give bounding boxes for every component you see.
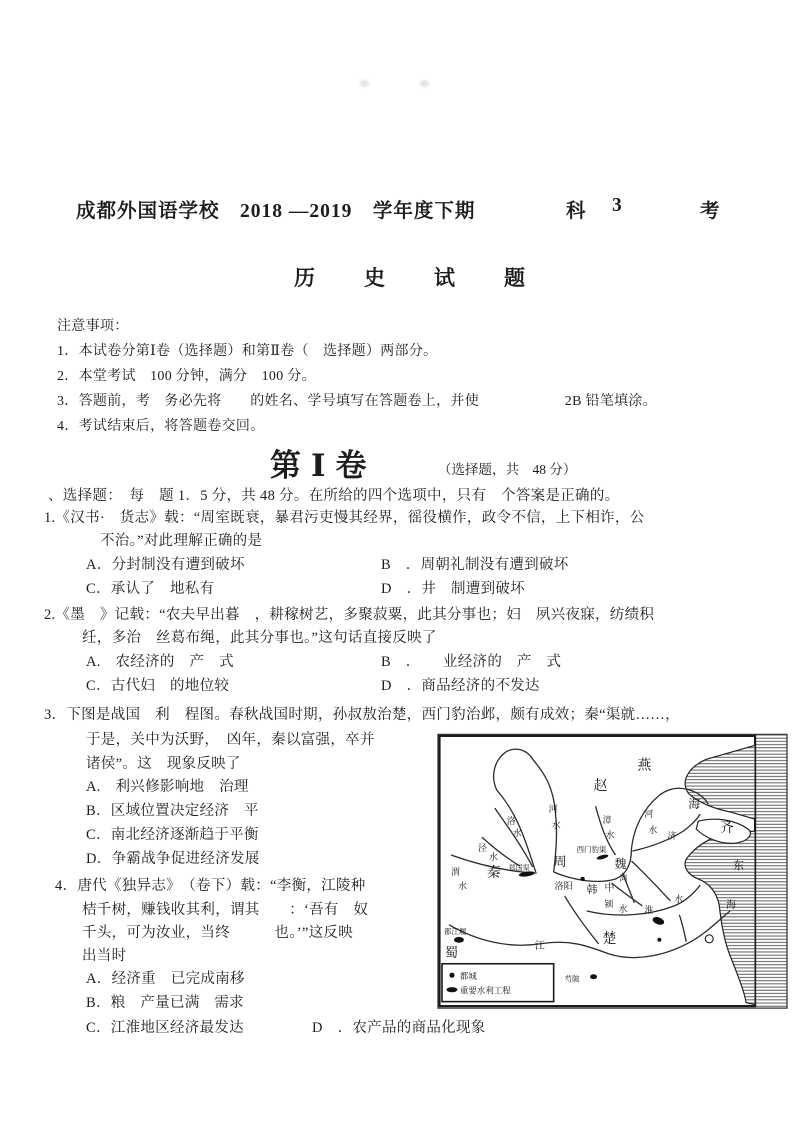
exam-number: 3 [612,195,623,216]
q4-option-d: D ．农产品的商品化现象 [312,1020,486,1036]
section1-subtitle: （选择题，共 48 分） [438,462,577,477]
label-he-lower-1: 河 [644,809,654,820]
subject-char: 科 [566,201,587,222]
q2-option-b: B ． 业经济的 产 式 [381,654,562,670]
label-jiang: 江 [534,940,545,952]
q4-line-4: 出当时 [82,948,127,964]
q4-line-1: 4．唐代《独异志》 （卷下）载：“李衡，江陵种 [55,878,366,894]
label-yan: 燕 [637,758,652,774]
scan-artifact [420,80,429,87]
label-ximenbaoqu: 西门豹渠 [576,845,607,855]
notice-item-2: 2．本堂考试 100 分钟，满分 100 分。 [57,369,316,384]
canal-hangou [679,915,686,942]
label-sea-right: 海 [726,899,737,911]
label-luo-1: 洛 [506,816,516,827]
q2-option-c: C．古代妇 的地位较 [86,678,230,694]
water-project-marks [454,854,665,980]
warring-states-map [437,733,788,1010]
section1-title: 第Ⅰ卷 [270,448,377,483]
label-jing-1: 泾 [477,843,487,854]
label-wei-2: 水 [457,880,467,891]
river-ying [612,883,643,906]
label-he-lower-2: 水 [648,825,658,836]
notice-item-4: 4．考试结束后，将答题卷交回。 [57,419,265,434]
label-zhou: 周 [553,854,567,870]
river-han [565,896,599,944]
q4-line-3: 千头，可为汝业，当终 也。’”这反映 [82,925,354,941]
label-shaopi: 芍陂 [564,974,580,984]
lake-ring [705,935,713,943]
label-wei: 魏 [614,857,627,872]
label-wei-1: 渭 [450,866,460,877]
label-ying-1: 颍 [604,898,614,909]
legend-project-label: 重要水利工程 [459,985,511,996]
label-zhong: 中 [604,882,615,894]
label-he-upper-2: 水 [551,820,561,831]
label-luo-2: 水 [512,828,522,839]
label-han: 韩 [586,883,598,896]
legend-capital-icon [449,973,454,978]
q1-line-1: 1.《汉书· 货志》载：“周室既衰，暴君污吏慢其经界，徭役横作，政令不信，上下相诈，公 [44,510,645,526]
label-huai-2: 水 [674,893,684,904]
label-honggou: 鸿 [619,873,628,883]
exam-char: 考 [700,201,721,222]
notice-item-1: 1．本试卷分第Ⅰ卷（选择题）和第Ⅱ卷（ 选择题）两部分。 [57,344,438,359]
q2-option-a: A. 农经济的 产 式 [86,654,234,670]
label-ji: 济 [667,831,677,842]
q3-line-3: 诸侯”。这 现象反映了 [86,756,241,772]
q1-option-a: A．分封制没有遭到破坏 [86,557,245,573]
scan-artifact [360,80,369,87]
q2-option-d: D ．商品经济的不发达 [381,678,540,694]
legend-capital-label: 都城 [459,971,477,982]
shaopi-mark [590,974,597,979]
q4-option-c: C．江淮地区经济最发达 [86,1020,244,1036]
river-ji [632,814,700,851]
label-qi: 齐 [720,821,735,837]
q3-line-2: 于是，关中为沃野， 凶年，秦以富强，卒并 [86,732,375,748]
q4-option-a: A．经济重 已完成南移 [86,971,245,987]
q3-option-c: C．南北经济逐渐趋于平衡 [86,827,259,843]
q3-line-1: 3．下图是战国 利 程图。春秋战国时期，孙叔敖治楚，西门豹治邺，颇有成效；秦“渠就……， [44,707,680,723]
q4-option-b: B．粮 产量已满 需求 [86,995,244,1011]
label-zhang-1: 漳 [602,815,612,826]
capital-dot [657,938,661,942]
river-si [631,861,670,901]
q2-line-1: 2.《墨 》记载：“农夫早出暮 ，耕稼树艺，多聚菽粟，此其分事也；妇 夙兴夜寐，纺绩积 [44,607,655,623]
q3-option-d: D．争霸战争促进经济发展 [86,851,260,867]
label-qin: 秦 [486,865,501,881]
legend-project-icon [446,987,457,992]
label-chu: 楚 [602,931,617,947]
q4-line-2: 桔千树，赚钱收其利，谓其 ：‘吾有 奴 [82,902,369,918]
sea-yellow [685,831,755,1005]
label-huai-1: 淮 [644,904,654,915]
q3-option-a: A. 利兴修影响地 治理 [86,779,249,795]
legend-box [442,964,554,1002]
q1-option-b: B ．周朝礼制没有遭到破坏 [381,557,569,573]
school-term-text: 成都外国语学校 2018 —2019 学年度下期 [76,201,476,222]
label-he-upper-1: 河 [548,804,558,815]
label-jing-2: 水 [488,852,498,863]
notice-item-3: 3．答题前，考 务必先将 的姓名、学号填写在答题卷上，并使 2B 铅笔填涂。 [57,394,658,409]
mc-intro: 、选择题： 每 题 1．5 分，共 48 分。在所给的四个选项中，只有 个答案是正确的。 [48,488,620,504]
map-figure [437,733,788,1010]
label-zhao: 赵 [593,779,608,795]
ximenbaoqu-mark [596,854,609,861]
label-luoyang: 洛阳 [554,880,573,891]
label-dong: 东 [733,860,745,873]
hangou-mark [652,916,666,927]
capital-dot-luoyang [580,877,584,881]
q3-option-b: B．区域位置决定经济 平 [86,803,259,819]
q1-option-c: C．承认了 地私有 [86,581,215,597]
dujiangyan-mark [454,937,464,943]
label-sea-top: 海 [688,797,701,812]
label-zhang-2: 水 [605,830,615,841]
map-legend [442,964,554,1002]
q1-line-2: 不治。”对此理解正确的是 [100,533,263,549]
river-jing [482,837,520,866]
q1-option-d: D ．井 制遭到破坏 [381,581,525,597]
sea-right-strip [756,735,787,1007]
label-zhengguoqu: 郑国渠 [508,864,530,873]
label-shu: 蜀 [444,944,458,960]
q2-line-2: 纴，多治 丝葛布绳，此其分事也。”这句话直接反映了 [82,630,437,646]
label-dujiangyan: 都江堰 [443,926,467,936]
river-yangtze [449,911,730,958]
label-ying-2: 水 [618,903,628,914]
notice-heading: 注意事项： [57,319,129,334]
paper-title: 历史试题 [294,266,574,290]
